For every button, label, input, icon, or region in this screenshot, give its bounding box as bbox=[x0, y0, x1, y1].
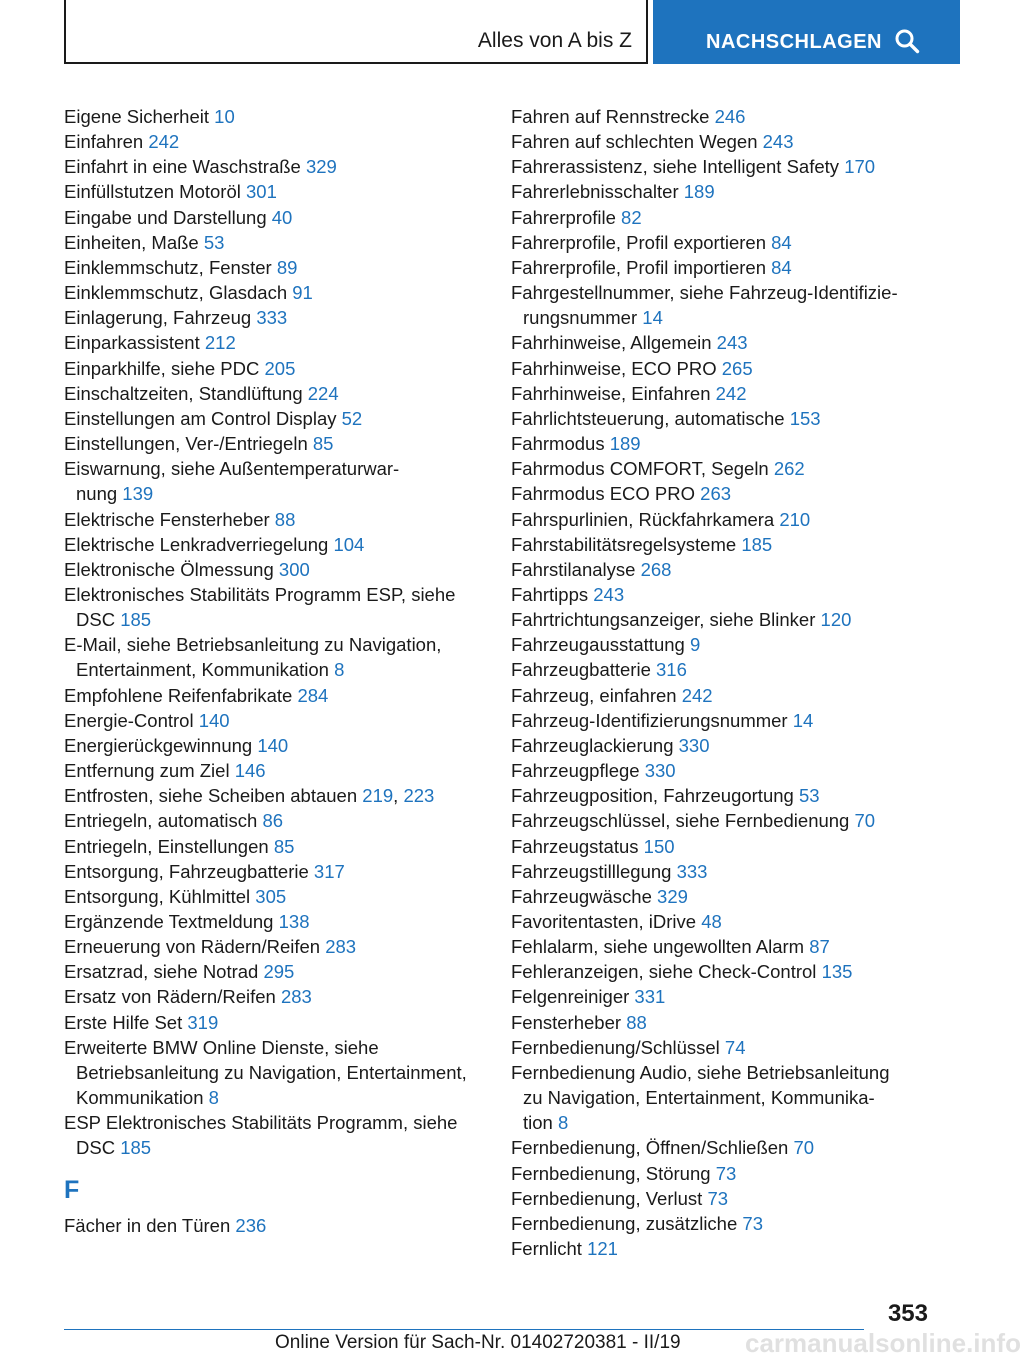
index-entry-text: rungsnummer bbox=[523, 307, 638, 329]
section-header-box bbox=[64, 0, 648, 64]
index-entry bbox=[511, 129, 931, 154]
index-entry bbox=[511, 1035, 931, 1060]
index-entry bbox=[511, 959, 931, 984]
index-entry bbox=[64, 909, 484, 934]
index-entry-text: Fernbedienung/Schlüssel bbox=[511, 1036, 720, 1058]
page-reference-link[interactable]: 242 bbox=[715, 382, 747, 404]
page-reference-link[interactable]: 82 bbox=[621, 206, 642, 228]
index-entry-text: Energie-Control bbox=[64, 709, 194, 731]
index-entry-text: ESP Elektronisches Stabilitäts Programm, siehe bbox=[64, 1112, 458, 1134]
index-entry-text: Fahrspurlinien, Rückfahrkamera bbox=[511, 508, 775, 530]
index-entry bbox=[64, 733, 484, 758]
index-entry bbox=[511, 330, 931, 355]
index-entry-text: Ergänzende Textmeldung bbox=[64, 911, 274, 932]
page-reference-link[interactable]: 333 bbox=[676, 860, 708, 882]
index-entry bbox=[64, 456, 484, 506]
index-entry bbox=[511, 632, 931, 657]
index-entry-text: Einschaltzeiten, Standlüftung bbox=[64, 382, 303, 404]
page-reference-link[interactable]: 329 bbox=[657, 885, 688, 907]
index-entry-text: Fahrzeugstatus bbox=[511, 835, 639, 857]
page-reference-link[interactable]: 40 bbox=[271, 206, 293, 228]
page-reference-link[interactable]: 305 bbox=[255, 885, 287, 907]
page-reference-link[interactable]: 189 bbox=[683, 181, 715, 203]
page-reference-link[interactable]: 212 bbox=[204, 332, 236, 354]
index-entry bbox=[511, 1186, 931, 1211]
page-reference-link[interactable]: 185 bbox=[120, 1137, 152, 1159]
page-reference-link[interactable]: 70 bbox=[854, 810, 876, 832]
index-entry bbox=[64, 356, 484, 381]
page-reference-link[interactable]: 48 bbox=[701, 911, 722, 932]
index-entry-text: Fahrerlebnisschalter bbox=[511, 181, 679, 203]
index-entry bbox=[64, 758, 484, 783]
page-reference-link[interactable]: 333 bbox=[256, 307, 288, 329]
index-entry bbox=[64, 884, 484, 909]
page-reference-link[interactable]: 170 bbox=[844, 156, 876, 178]
index-entry-text: Einstellungen, Ver-/Entriegeln bbox=[64, 433, 308, 455]
index-entry-text: Fahrhinweise, Allgemein bbox=[511, 332, 712, 354]
index-entry bbox=[511, 280, 931, 330]
page-reference-link[interactable]: 300 bbox=[278, 558, 310, 580]
index-column-left bbox=[64, 104, 484, 1238]
index-column-right bbox=[511, 104, 931, 1261]
page-reference-link[interactable]: 242 bbox=[148, 131, 180, 153]
page-reference-link[interactable]: 265 bbox=[721, 357, 753, 379]
index-entry bbox=[64, 154, 484, 179]
index-entry-text: Fahrzeugstilllegung bbox=[511, 860, 672, 882]
index-entry bbox=[64, 205, 484, 230]
index-entry-text: Fernbedienung, Öffnen/Schließen bbox=[511, 1137, 789, 1159]
index-entry-text: Einparkassistent bbox=[64, 332, 200, 354]
index-entry bbox=[64, 532, 484, 557]
index-entry bbox=[64, 255, 484, 280]
index-entry-text: Fahrerprofile, Profil exportieren bbox=[511, 231, 766, 253]
page-reference-link[interactable]: 88 bbox=[626, 1011, 647, 1033]
index-entry-text: Fahrmodus COMFORT, Segeln bbox=[511, 458, 769, 480]
index-entry-text: nung bbox=[76, 483, 118, 505]
index-entry-text: Fahrzeugpflege bbox=[511, 760, 640, 782]
page-reference-link[interactable]: 8 bbox=[208, 1087, 219, 1109]
page-reference-link[interactable]: 10 bbox=[214, 106, 235, 127]
index-entry bbox=[511, 104, 931, 129]
index-entry bbox=[511, 1236, 931, 1261]
index-entry-text: Fahrzeugposition, Fahrzeugortung bbox=[511, 785, 794, 807]
index-entry-text: Fahrerprofile, Profil importieren bbox=[511, 256, 766, 278]
index-entry-text: Fensterheber bbox=[511, 1011, 622, 1033]
index-entry bbox=[64, 280, 484, 305]
index-entry bbox=[511, 582, 931, 607]
index-entry-text: Fahrerprofile bbox=[511, 206, 616, 228]
watermark: carmanualsonline.info bbox=[745, 1328, 1021, 1358]
index-entry-text: Fahrzeugbatterie bbox=[511, 659, 651, 681]
index-entry-text: Fahrzeug, einfahren bbox=[511, 684, 677, 706]
page-reference-link[interactable]: 223 bbox=[403, 785, 435, 807]
index-entry-text: Fahrgestellnummer, siehe Fahrzeug-Identifizie- bbox=[511, 282, 898, 304]
index-entry-text: Entriegeln, Einstellungen bbox=[64, 835, 269, 857]
index-entry bbox=[64, 305, 484, 330]
index-entry-text: Entriegeln, automatisch bbox=[64, 810, 258, 832]
index-entry bbox=[64, 1010, 484, 1035]
index-entry-text: Erste Hilfe Set bbox=[64, 1011, 183, 1033]
page-reference-link[interactable]: 185 bbox=[120, 609, 152, 631]
index-entry bbox=[64, 683, 484, 708]
page-reference-link[interactable]: 189 bbox=[609, 433, 641, 455]
index-entry bbox=[511, 657, 931, 682]
index-entry-text: Fahren auf Rennstrecke bbox=[511, 106, 710, 127]
index-letter-heading: F bbox=[64, 1175, 80, 1204]
index-entry-text: Fahrerassistenz, siehe Intelligent Safety bbox=[511, 156, 840, 178]
index-entry bbox=[64, 330, 484, 355]
index-entry-text: Entfrosten, siehe Scheiben abtauen bbox=[64, 785, 358, 807]
index-entry-text: Fehlalarm, siehe ungewollten Alarm bbox=[511, 936, 805, 958]
index-entry-text: DSC bbox=[76, 1137, 116, 1159]
index-entry-text: Favoritentasten, iDrive bbox=[511, 911, 697, 932]
page-reference-link[interactable]: 243 bbox=[716, 332, 748, 354]
index-entry-text: DSC bbox=[76, 609, 116, 631]
page-reference-link[interactable]: 246 bbox=[714, 106, 746, 127]
page-reference-link[interactable]: 14 bbox=[792, 709, 814, 731]
index-entry bbox=[511, 834, 931, 859]
index-entry-text: Fächer in den Türen bbox=[64, 1214, 231, 1236]
page-reference-link[interactable]: 86 bbox=[262, 810, 284, 832]
index-entry bbox=[511, 859, 931, 884]
index-entry bbox=[64, 934, 484, 959]
page-reference-link[interactable]: 317 bbox=[313, 860, 345, 882]
index-entry bbox=[511, 154, 931, 179]
index-entry-text: Energierückgewinnung bbox=[64, 734, 253, 756]
page-reference-link[interactable]: 331 bbox=[634, 986, 666, 1008]
index-entry-text: Fahren auf schlechten Wegen bbox=[511, 131, 758, 153]
index-entry-text: Felgenreiniger bbox=[511, 986, 630, 1008]
page-reference-link[interactable]: 150 bbox=[643, 835, 675, 857]
index-entry bbox=[511, 507, 931, 532]
index-entry bbox=[511, 1060, 931, 1135]
index-entry-text: Eingabe und Darstellung bbox=[64, 206, 267, 228]
index-entry bbox=[511, 884, 931, 909]
index-entry bbox=[64, 431, 484, 456]
index-entry-text: Fahrlichtsteuerung, automatische bbox=[511, 407, 785, 429]
index-entry bbox=[64, 1213, 484, 1238]
index-entry bbox=[64, 129, 484, 154]
page-reference-link[interactable]: 121 bbox=[587, 1238, 618, 1260]
page-reference-link[interactable]: 135 bbox=[821, 961, 853, 983]
chapter-tab[interactable] bbox=[653, 0, 960, 64]
page-reference-link[interactable]: 263 bbox=[700, 483, 732, 505]
page-reference-link[interactable]: 301 bbox=[246, 181, 277, 203]
index-entry bbox=[64, 1035, 484, 1110]
page-reference-link[interactable]: 85 bbox=[273, 835, 295, 857]
index-entry-text: Elektronisches Stabilitäts Programm ESP, siehe bbox=[64, 583, 456, 605]
page-reference-link[interactable]: 319 bbox=[187, 1011, 219, 1033]
index-entry-text: Fahrhinweise, Einfahren bbox=[511, 382, 711, 404]
page-reference-link[interactable]: 84 bbox=[771, 231, 792, 253]
index-entry-text: Fernlicht bbox=[511, 1238, 582, 1260]
index-entry bbox=[511, 230, 931, 255]
page-reference-link[interactable]: 243 bbox=[593, 583, 625, 605]
search-icon[interactable] bbox=[894, 28, 920, 54]
index-entry bbox=[511, 406, 931, 431]
page-reference-link[interactable]: 140 bbox=[198, 709, 230, 731]
index-entry-text: Fahrstilanalyse bbox=[511, 558, 636, 580]
page-reference-link[interactable]: 283 bbox=[280, 986, 312, 1008]
page-reference-link[interactable]: 88 bbox=[274, 508, 296, 530]
index-entry-text: tion bbox=[523, 1112, 553, 1134]
page-reference-link[interactable]: 73 bbox=[715, 1162, 737, 1184]
page-reference-link[interactable]: 219 bbox=[362, 785, 394, 807]
index-entry-text: Fernbedienung, Verlust bbox=[511, 1187, 703, 1209]
index-entry bbox=[511, 909, 931, 934]
index-entry-text: Fahrmodus ECO PRO bbox=[511, 483, 696, 505]
index-entry-text: Ersatzrad, siehe Notrad bbox=[64, 961, 259, 983]
index-entry-text: Fahrtrichtungsanzeiger, siehe Blinker bbox=[511, 609, 816, 631]
page-reference-link[interactable]: 139 bbox=[122, 483, 154, 505]
page-reference-link[interactable]: 330 bbox=[678, 734, 710, 756]
page-reference-link[interactable]: 74 bbox=[724, 1036, 746, 1058]
index-entry bbox=[511, 1010, 931, 1035]
index-entry bbox=[64, 104, 484, 129]
footer-version-text: Online Version für Sach-Nr. 01402720381 - II/19 bbox=[275, 1332, 681, 1353]
index-entry bbox=[511, 1211, 931, 1236]
page-reference-link[interactable]: 85 bbox=[312, 433, 334, 455]
index-entry bbox=[511, 934, 931, 959]
index-entry bbox=[511, 381, 931, 406]
page-reference-link[interactable]: 268 bbox=[640, 558, 672, 580]
index-entry bbox=[511, 808, 931, 833]
index-entry bbox=[511, 532, 931, 557]
index-entry-text: Eigene Sicherheit bbox=[64, 106, 210, 127]
index-entry bbox=[64, 859, 484, 884]
index-entry bbox=[511, 733, 931, 758]
index-entry bbox=[64, 179, 484, 204]
index-entry: Entfrosten, siehe Scheiben abtauen 219, 223 bbox=[64, 785, 435, 807]
index-entry-text: Fahrzeuglackierung bbox=[511, 734, 674, 756]
index-entry-text: Fernbedienung, zusätzliche bbox=[511, 1212, 738, 1234]
index-entry-text: Entertainment, Kommunikation bbox=[76, 659, 329, 681]
page-reference-link[interactable]: 205 bbox=[264, 357, 296, 379]
page-reference-link[interactable]: 8 bbox=[557, 1112, 569, 1134]
index-entry bbox=[511, 255, 931, 280]
index-entry-text: Einlagerung, Fahrzeug bbox=[64, 307, 252, 329]
index-entry-text: Entsorgung, Fahrzeugbatterie bbox=[64, 860, 309, 882]
page-reference-link[interactable]: 224 bbox=[307, 382, 339, 404]
page-reference-link[interactable]: 242 bbox=[681, 684, 713, 706]
page-reference-link[interactable]: 89 bbox=[276, 256, 298, 278]
index-entry-text: Fahrzeugwäsche bbox=[511, 885, 652, 907]
page-reference-link[interactable]: 210 bbox=[779, 508, 811, 530]
page-reference-link[interactable]: 120 bbox=[820, 609, 852, 631]
index-entry bbox=[511, 431, 931, 456]
index-entry-text: Einfahrt in eine Waschstraße bbox=[64, 156, 301, 178]
page-reference-link[interactable]: 91 bbox=[292, 282, 313, 304]
index-entry bbox=[64, 632, 484, 682]
index-entry bbox=[64, 557, 484, 582]
index-entry-text: Ersatz von Rädern/Reifen bbox=[64, 986, 276, 1008]
index-entry-text: Einklemmschutz, Glasdach bbox=[64, 282, 288, 304]
index-entry bbox=[511, 557, 931, 582]
index-entry bbox=[64, 708, 484, 733]
index-entry-text: Fahrzeug-Identifizierungsnummer bbox=[511, 709, 788, 731]
index-entry-text: Betriebsanleitung zu Navigation, Entertainment, bbox=[76, 1061, 467, 1083]
index-entry-text: Elektrische Fensterheber bbox=[64, 508, 270, 530]
index-entry bbox=[511, 1161, 931, 1186]
page-reference-link[interactable]: 153 bbox=[789, 407, 821, 429]
index-entry bbox=[64, 230, 484, 255]
index-entry-text: E-Mail, siehe Betriebsanleitung zu Navigation, bbox=[64, 634, 442, 656]
chapter-title: NACHSCHLAGEN bbox=[706, 31, 882, 53]
index-entry-text: Einstellungen am Control Display bbox=[64, 407, 337, 429]
page-reference-link[interactable]: 284 bbox=[297, 684, 329, 706]
index-entry bbox=[511, 683, 931, 708]
page-reference-link[interactable]: 236 bbox=[235, 1214, 267, 1236]
index-entry-text: Eiswarnung, siehe Außentemperaturwar- bbox=[64, 458, 400, 480]
page-reference-link[interactable]: 283 bbox=[325, 936, 357, 958]
page-reference-link[interactable]: 316 bbox=[656, 659, 687, 681]
index-entry bbox=[511, 205, 931, 230]
index-entry-text: Fahrzeugausstattung bbox=[511, 634, 685, 656]
index-entry bbox=[64, 984, 484, 1009]
index-entry bbox=[511, 607, 931, 632]
index-entry-text: Einfahren bbox=[64, 131, 144, 153]
index-entry-text: Fehleranzeigen, siehe Check-Control bbox=[511, 961, 817, 983]
index-entry-text: Elektronische Ölmessung bbox=[64, 558, 274, 580]
index-entry bbox=[511, 1135, 931, 1160]
index-entry bbox=[64, 582, 484, 632]
index-entry bbox=[511, 783, 931, 808]
index-entry-text: Einheiten, Maße bbox=[64, 231, 199, 253]
index-entry-text: Fahrzeugschlüssel, siehe Fernbedienung bbox=[511, 810, 850, 832]
index-entry-text: Fahrmodus bbox=[511, 433, 605, 455]
page-reference-link[interactable]: 53 bbox=[203, 231, 225, 253]
page-reference-link[interactable]: 52 bbox=[341, 407, 363, 429]
page-reference-link[interactable]: 330 bbox=[644, 760, 676, 782]
index-entry-text: Fahrtipps bbox=[511, 583, 589, 605]
index-entry-text: Fernbedienung, Störung bbox=[511, 1162, 711, 1184]
page-reference-link[interactable]: 140 bbox=[257, 734, 289, 756]
page-reference-link[interactable]: 87 bbox=[809, 936, 830, 958]
index-entry bbox=[64, 834, 484, 859]
page-reference-link[interactable]: 14 bbox=[642, 307, 663, 329]
index-entry bbox=[511, 356, 931, 381]
page-reference-link[interactable]: 185 bbox=[741, 533, 773, 555]
index-entry-text: Elektrische Lenkradverriegelung bbox=[64, 533, 329, 555]
page-reference-link[interactable]: 73 bbox=[707, 1187, 729, 1209]
page-reference-link[interactable]: 295 bbox=[263, 961, 295, 983]
page-reference-link[interactable]: 243 bbox=[762, 131, 794, 153]
index-entry-text: Erneuerung von Rädern/Reifen bbox=[64, 936, 321, 958]
index-entry bbox=[511, 481, 931, 506]
index-entry bbox=[64, 406, 484, 431]
index-entry-text: Fahrstabilitätsregelsysteme bbox=[511, 533, 737, 555]
index-entry-text: Einfüllstutzen Motoröl bbox=[64, 181, 241, 203]
index-entry bbox=[64, 507, 484, 532]
index-entry-text: zu Navigation, Entertainment, Kommunika- bbox=[523, 1087, 875, 1109]
page-reference-link[interactable]: 9 bbox=[689, 634, 701, 656]
page-reference-link[interactable]: 53 bbox=[798, 785, 820, 807]
index-entry bbox=[511, 758, 931, 783]
index-entry-text: Empfohlene Reifenfabrikate bbox=[64, 684, 293, 706]
index-entry bbox=[64, 959, 484, 984]
index-entry bbox=[511, 984, 931, 1009]
page-reference-link[interactable]: 73 bbox=[742, 1212, 763, 1234]
page-reference-link[interactable]: 8 bbox=[334, 659, 345, 681]
index-entry bbox=[64, 381, 484, 406]
page-reference-link[interactable]: 138 bbox=[278, 911, 310, 932]
section-title: Alles von A bis Z bbox=[477, 29, 632, 52]
index-entry-text: Fernbedienung Audio, siehe Betriebsanleitung bbox=[511, 1061, 890, 1083]
index-entry-text: Erweiterte BMW Online Dienste, siehe bbox=[64, 1036, 379, 1058]
index-entry-text: Kommunikation bbox=[76, 1087, 204, 1109]
index-entry-text: Fahrhinweise, ECO PRO bbox=[511, 357, 717, 379]
index-entry bbox=[511, 179, 931, 204]
index-entry bbox=[64, 1110, 484, 1160]
index-entry-text: Entfernung zum Ziel bbox=[64, 760, 230, 782]
page-reference-link[interactable]: 104 bbox=[333, 533, 365, 555]
footer-divider bbox=[64, 1329, 864, 1330]
index-entry bbox=[511, 456, 931, 481]
page-reference-link[interactable]: 70 bbox=[793, 1137, 815, 1159]
page-reference-link[interactable]: 146 bbox=[234, 760, 266, 782]
page-reference-link[interactable]: 329 bbox=[305, 156, 337, 178]
index-entry-text: Einparkhilfe, siehe PDC bbox=[64, 357, 260, 379]
index-entry bbox=[64, 808, 484, 833]
page-reference-link[interactable]: 262 bbox=[773, 458, 805, 480]
page-number: 353 bbox=[887, 1300, 928, 1327]
index-entry-text: Einklemmschutz, Fenster bbox=[64, 256, 272, 278]
index-entry-text: Entsorgung, Kühlmittel bbox=[64, 885, 251, 907]
page-reference-link[interactable]: 84 bbox=[771, 256, 792, 278]
index-entry bbox=[511, 708, 931, 733]
